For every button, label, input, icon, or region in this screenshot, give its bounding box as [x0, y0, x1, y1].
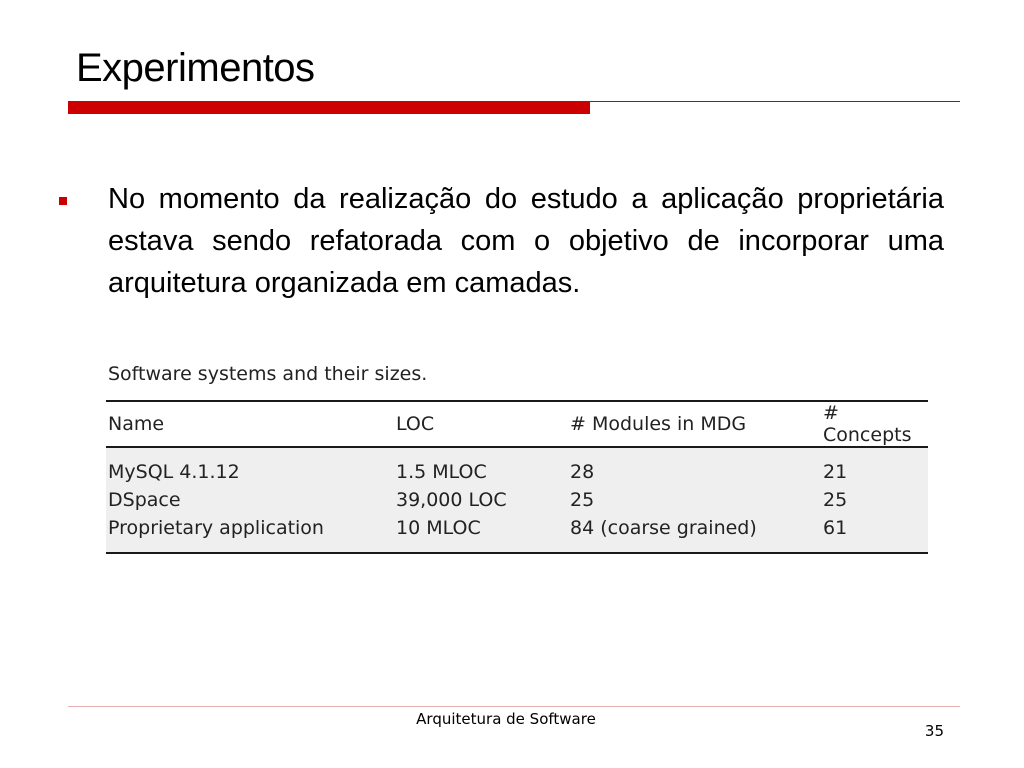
cell-concepts: 21 — [823, 461, 848, 483]
header-name: Name — [108, 413, 165, 435]
cell-loc: 39,000 LOC — [396, 489, 507, 511]
cell-concepts: 25 — [823, 489, 848, 511]
footer-title: Arquitetura de Software — [416, 710, 596, 728]
header-concepts: # Concepts — [823, 402, 912, 446]
header-modules: # Modules in MDG — [570, 413, 747, 435]
square-bullet-icon — [59, 197, 67, 205]
table-row — [106, 514, 928, 553]
cell-name: MySQL 4.1.12 — [108, 461, 240, 483]
cell-modules: 25 — [570, 489, 595, 511]
title-underline-thin — [590, 101, 960, 102]
cell-concepts: 61 — [823, 517, 848, 539]
cell-loc: 10 MLOC — [396, 517, 481, 539]
cell-loc: 1.5 MLOC — [396, 461, 487, 483]
cell-name: Proprietary application — [108, 517, 324, 539]
table-caption: Software systems and their sizes. — [108, 363, 428, 385]
footer-divider — [68, 706, 960, 707]
bullet-text: No momento da realização do estudo a aplicação proprietária estava sendo refatorada com o objetivo de incorporar uma arquitetura organizada em camadas. — [108, 183, 944, 299]
header-loc: LOC — [396, 413, 435, 435]
cell-modules: 28 — [570, 461, 595, 483]
table-row — [106, 447, 928, 486]
page-number: 35 — [924, 722, 944, 740]
table-row — [106, 486, 928, 514]
software-sizes-table — [106, 400, 928, 554]
title-underline-thick — [68, 101, 590, 114]
cell-name: DSpace — [108, 489, 181, 511]
table-header-row — [106, 401, 928, 447]
slide-title: Experimentos — [76, 46, 315, 90]
cell-modules: 84 (coarse grained) — [570, 517, 757, 539]
